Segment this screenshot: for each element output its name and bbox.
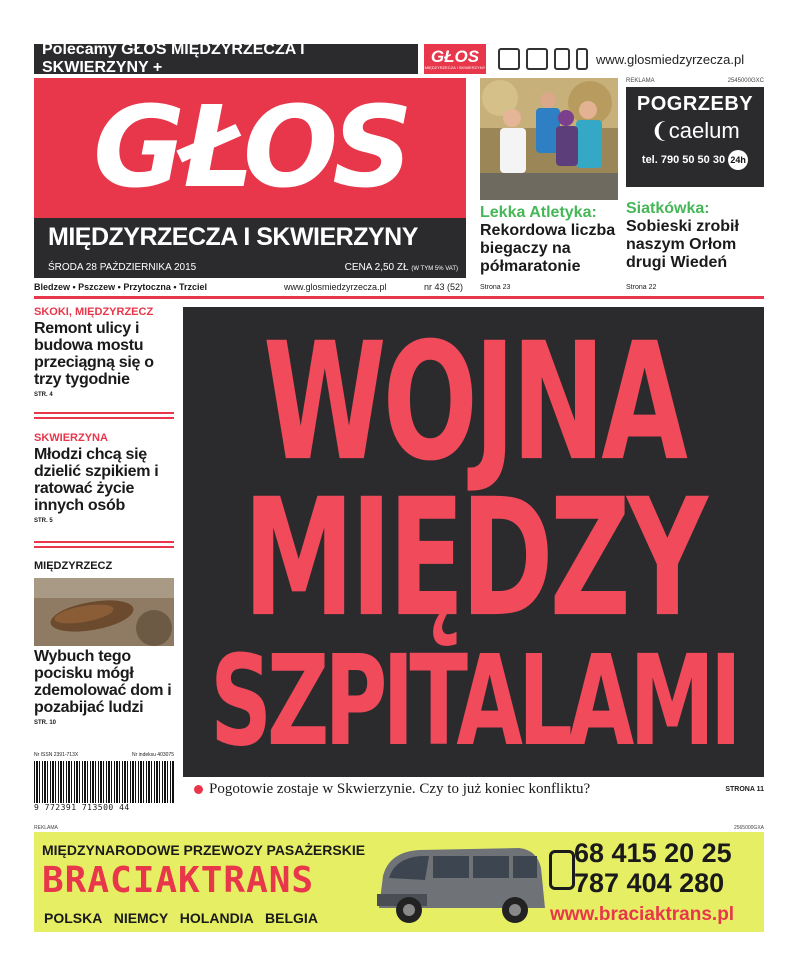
mini-logo: GŁOS MIĘDZYRZECZA I SKWIERZYNY <box>424 44 486 74</box>
teaser-page: Strona 22 <box>626 283 657 291</box>
story-kicker: SKWIERZYNA <box>34 432 108 444</box>
index-number: Nr indeksu 403075 <box>132 752 174 758</box>
headline-line: MIĘDZY <box>243 464 704 654</box>
desktop-icon <box>526 48 548 70</box>
barcode <box>34 752 174 812</box>
ad-brand: ❨caelum <box>650 118 740 143</box>
story-page: STR. 10 <box>34 720 57 726</box>
divider <box>34 296 764 299</box>
logo-text: GŁOS <box>93 83 407 213</box>
promo-bar <box>34 41 764 76</box>
ad-phone: tel. 790 50 50 30 <box>641 154 726 166</box>
flame-icon: ❨ <box>650 118 669 143</box>
teaser-headline: Sobieski zrobił naszym Orłom drugi Wiedeń <box>626 218 739 271</box>
phone-icon <box>576 48 588 70</box>
ad-label: REKLAMA <box>34 825 58 831</box>
ad-tagline: MIĘDZYNARODOWE PRZEWOZY PASAŻERSKIE <box>42 842 366 858</box>
teaser-headline: Rekordowa liczba biegaczy na półmaratonie <box>480 222 616 275</box>
story-headline: Młodzi chcą się dzielić szpikiem i ratować życie innych osób <box>34 446 159 514</box>
newspaper-icon <box>498 48 520 70</box>
story-kicker: MIĘDZYRZECZ <box>34 560 113 572</box>
ad-countries: POLSKA NIEMCY HOLANDIA BELGIA <box>44 910 318 926</box>
dateline <box>34 256 466 278</box>
teaser-page: Strona 23 <box>480 283 511 291</box>
ad-code: 2545000GXC <box>727 78 764 84</box>
main-page: STRONA 11 <box>725 785 764 793</box>
ad-phone-2: 787 404 280 <box>574 868 725 898</box>
story-headline: Wybuch tego pocisku mógł zdemolować dom i pozabijać ludzi <box>34 648 172 716</box>
ad-heading: POGRZEBY <box>636 93 754 115</box>
site-url[interactable]: www.glosmiedzyrzecza.pl <box>596 51 745 67</box>
tablet-icon <box>554 48 570 70</box>
story-headline: Remont ulicy i budowa mostu przeciągną się o trzy tygodnie <box>34 320 154 388</box>
deck-text: Pogotowie zostaje w Skwierzynie. Czy to już koniec konfliktu? <box>209 780 591 797</box>
teaser-athletics[interactable] <box>480 78 620 276</box>
main-deck <box>194 779 764 799</box>
transport-ad[interactable] <box>34 832 764 932</box>
issue-number: nr 43 (52) <box>424 282 464 292</box>
masthead-subtitle: MIĘDZYRZECZA I SKWIERZYNY <box>34 218 466 256</box>
issn: Nr ISSN 2391-713X <box>34 752 79 758</box>
story-page: STR. 4 <box>34 392 53 398</box>
site-url-small[interactable]: www.glosmiedzyrzecza.pl <box>284 282 387 292</box>
masthead-logo <box>34 78 466 218</box>
story-bridge[interactable] <box>34 306 174 398</box>
ad-hours-badge: 24h <box>728 150 748 170</box>
van-icon <box>369 838 579 928</box>
bullet-icon <box>194 785 203 794</box>
story-shell[interactable] <box>34 560 174 726</box>
story-marrow[interactable] <box>34 432 174 524</box>
runners-photo <box>480 78 618 200</box>
issue-date: ŚRODA 28 PAŹDZIERNIKA 2015 <box>48 261 197 273</box>
nav-row <box>34 280 764 294</box>
story-page: STR. 5 <box>34 518 53 524</box>
ad-phone-1: 68 415 20 25 <box>574 838 732 868</box>
ad-brand: BRACIAKTRANS <box>42 860 315 901</box>
teaser-category: Siatkówka: <box>626 200 710 217</box>
barcode-bars <box>34 761 174 803</box>
divider <box>34 412 174 419</box>
headline-line: WOJNA <box>263 308 684 498</box>
ad-code: 2565000GXA <box>733 825 764 831</box>
ad-label: REKLAMA <box>626 78 655 84</box>
shell-photo <box>34 578 174 646</box>
towns-list: Bledzew • Pszczew • Przytoczna • Trzciel <box>34 282 208 292</box>
teaser-volleyball[interactable] <box>626 200 766 272</box>
promo-text: Polecamy GŁOS MIĘDZYRZECZA I SKWIERZYNY + <box>34 44 418 74</box>
ad-website[interactable]: www.braciaktrans.pl <box>550 904 735 925</box>
divider <box>34 541 174 548</box>
story-kicker: SKOKI, MIĘDZYRZECZ <box>34 306 154 318</box>
barcode-digits: 9 772391 713500 44 <box>34 803 130 812</box>
main-headline-block[interactable] <box>183 307 764 777</box>
price: CENA 2,50 ZŁ (W TYM 5% VAT) <box>344 261 458 273</box>
device-icons <box>498 48 588 70</box>
funeral-ad[interactable] <box>626 78 764 200</box>
headline-line: SZPITALAMI <box>210 629 737 775</box>
teaser-category: Lekka Atletyka: <box>480 204 597 221</box>
phone-icon <box>549 850 575 890</box>
